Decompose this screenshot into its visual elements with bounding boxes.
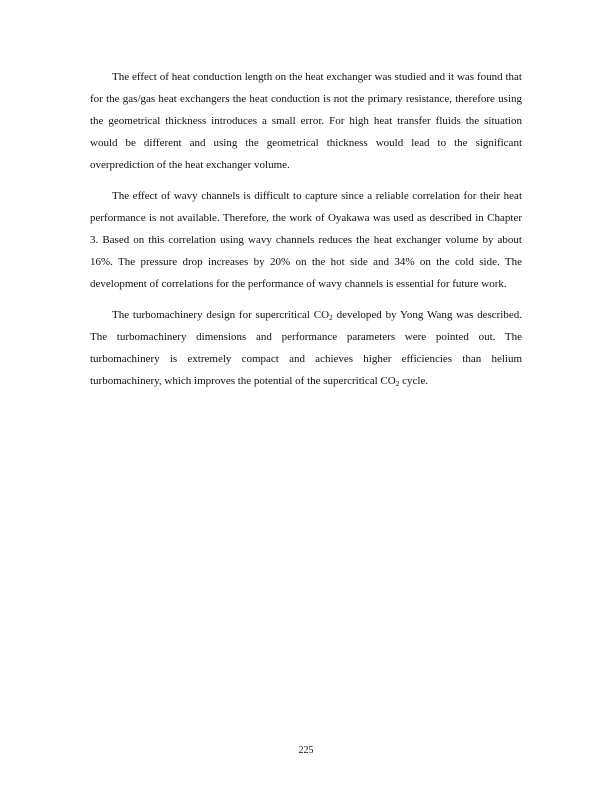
subscript: 2 [329,313,333,322]
paragraph-heat-conduction: The effect of heat conduction length on the heat exchanger was studied and it was found that for the gas/gas heat exchangers the heat conduction is not the primary resistance, therefore using the geometrical thickness introduces a small error. For high heat transfer fluids the situation would be different and using the geometrical thickness would lead to the significant overprediction of the heat exchanger volume. [90,71,522,171]
page-body [90,66,522,401]
page-number: 225 [298,745,314,756]
paragraph-wavy-channels: The effect of wavy channels is difficult to capture since a reliable correlation for their heat performance is not available. Therefore, the work of Oyakawa was used as described in Chapter 3. Based on this correlation using wavy channels reduces the heat exchanger volume by about 16%. The pressure drop increases by 20% on the hot side and 34% on the cold side. The development of correlations for the performance of wavy channels is essential for future work. [90,190,522,290]
paragraph-text-segment: The turbomachinery design for supercritical CO [112,309,330,321]
paragraph-text-segment: cycle. [399,375,429,387]
paragraph-text-segment: developed by Yong Wang was described. The turbomachinery dimensions and performance parameters were pointed out. The turbomachinery is extremely compact and achieves higher efficiencies than helium turbomachinery, which improves the potential of the supercritical CO [90,309,522,387]
subscript: 2 [395,379,400,388]
paragraph-turbomachinery [90,304,522,392]
